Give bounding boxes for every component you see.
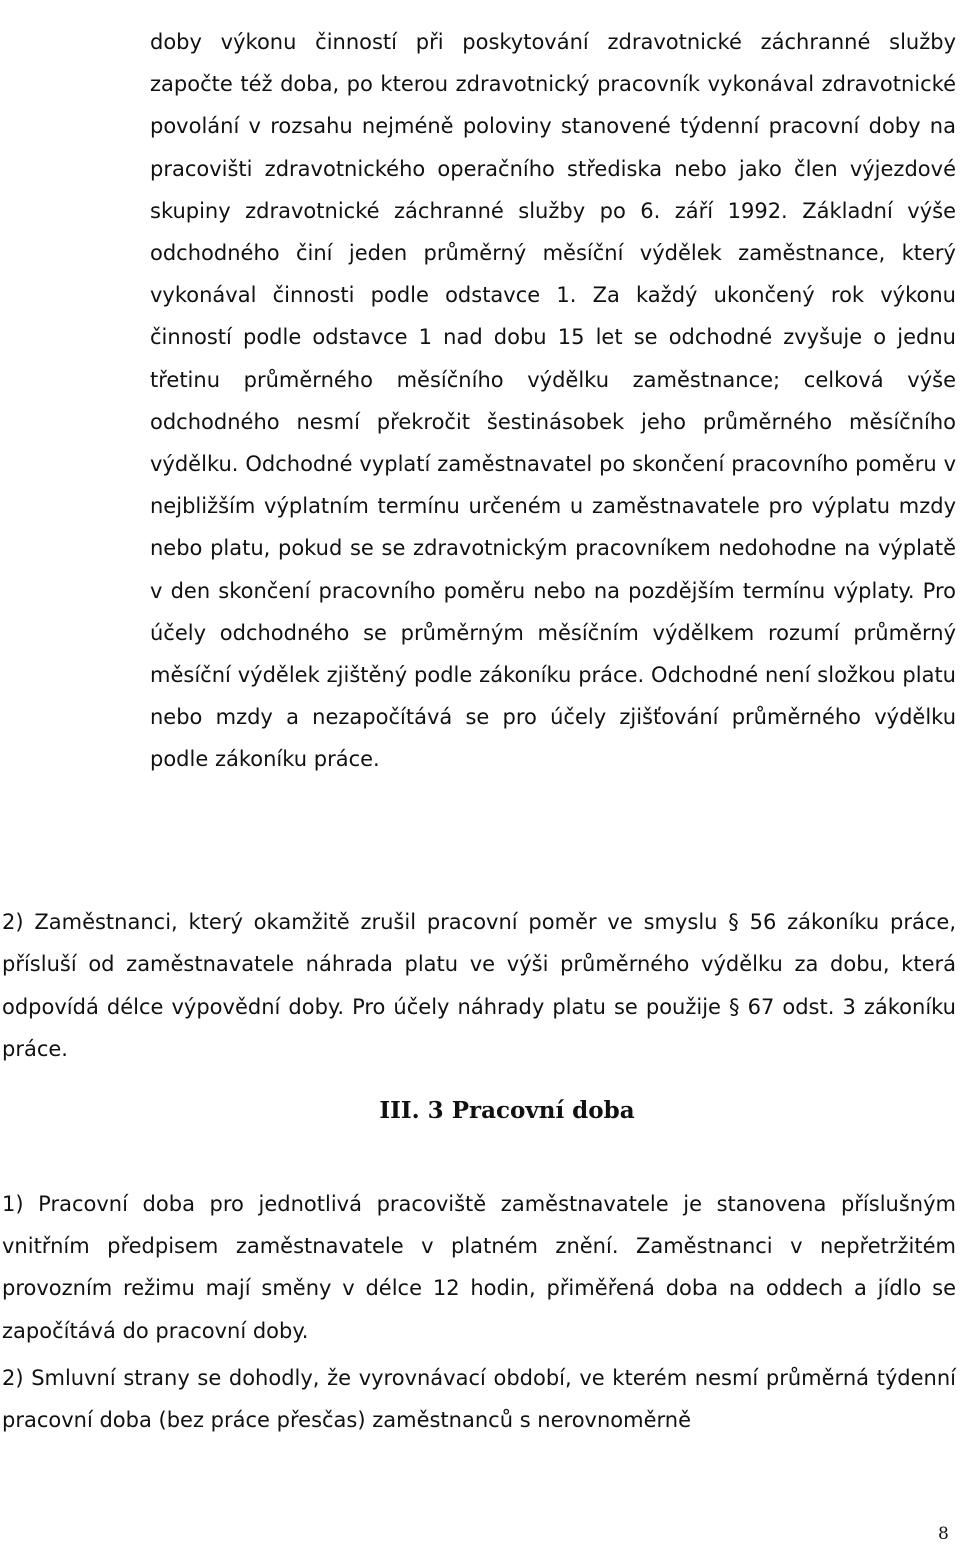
paragraph-2: 2) Zaměstnanci, který okamžitě zrušil pracovní poměr ve smyslu § 56 zákoníku práce, přísluší od zaměstnavatele náhrada platu ve výši průměrného výdělku za dobu, která odpovídá délce výpovědní doby. Pro účely náhrady platu se použije § 67 odst. 3 zákoníku práce. [2, 910, 956, 1062]
page-number: 8 [938, 1524, 949, 1544]
section-heading: III. 3 Pracovní doba [379, 1097, 635, 1124]
section-paragraph-2: 2) Smluvní strany se dohodly, že vyrovnávací období, ve kterém nesmí průměrná týdenní pracovní doba (bez práce přesčas) zaměstnanců s nerovnoměrně [2, 1366, 956, 1433]
section-paragraph-1: 1) Pracovní doba pro jednotlivá pracoviště zaměstnavatele je stanovena příslušným vnitřním předpisem zaměstnavatele v platném znění. Zaměstnanci v nepřetržitém provozním režimu mají směny v délce 12 hodin, přiměřená doba na oddech a jídlo se započítává do pracovní doby. [2, 1192, 956, 1343]
paragraph-continued: doby výkonu činností při poskytování zdravotnické záchranné služby započte též doba, po kterou zdravotnický pracovník vykonával zdravotnické povolání v rozsahu nejméně poloviny stanovené týdenní pracovní doby na pracovišti zdravotnického operačního střediska nebo jako člen výjezdové skupiny zdravotnické záchranné služby po 6. září 1992. Základní výše odchodného činí jeden průměrný měsíční výdělek zaměstnance, který vykonával činnosti podle odstavce 1. Za každý ukončený rok výkonu činností podle odstavce 1 nad dobu 15 let se odchodné zvyšuje o jednu třetinu průměrného měsíčního výdělku zaměstnance; celková výše odchodného nesmí překročit šestinásobek jeho průměrného měsíčního výdělku. Odchodné vyplatí zaměstnavatel po skončení pracovního poměru v nejbližším výplatním termínu určeném u zaměstnavatele pro výplatu mzdy nebo platu, pokud se se zdravotnickým pracovníkem nedohodne na výplatě v den skončení pracovního poměru nebo na pozdějším termínu výplaty. Pro účely odchodného se průměrným měsíčním výdělkem rozumí průměrný měsíční výdělek zjištěný podle zákoníku práce. Odchodné není složkou platu nebo mzdy a nezapočítává se pro účely zjišťování průměrného výdělku podle zákoníku práce. [150, 30, 956, 772]
